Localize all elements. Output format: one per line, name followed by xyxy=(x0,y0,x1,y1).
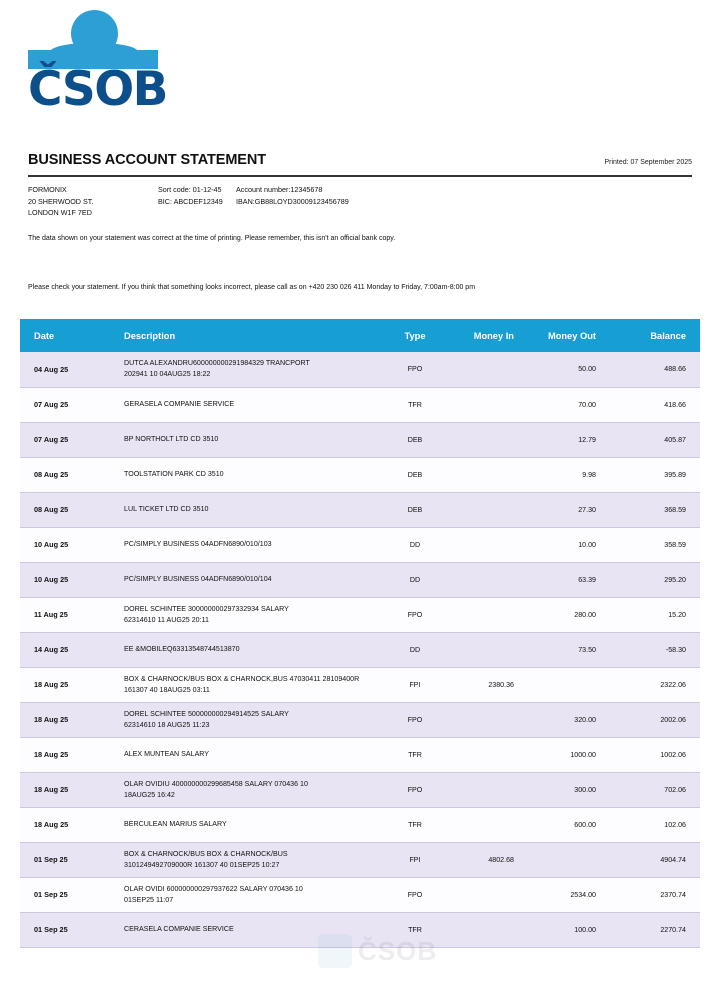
cell-money-out: 12.79 xyxy=(520,422,604,457)
cell-money-in xyxy=(446,702,520,737)
cell-description xyxy=(112,667,384,702)
cell-date: 18 Aug 25 xyxy=(20,737,112,772)
cell-type: DEB xyxy=(384,457,446,492)
cell-date: 04 Aug 25 xyxy=(20,352,112,387)
cell-type: DEB xyxy=(384,492,446,527)
cell-money-in xyxy=(446,562,520,597)
cell-money-in xyxy=(446,772,520,807)
cell-type: TFR xyxy=(384,387,446,422)
cell-money-out: 73.50 xyxy=(520,632,604,667)
cell-date: 10 Aug 25 xyxy=(20,527,112,562)
cell-description xyxy=(112,492,384,527)
transactions-table xyxy=(20,319,700,948)
cell-money-out: 100.00 xyxy=(520,912,604,947)
table-row[interactable] xyxy=(20,807,700,842)
cell-money-in xyxy=(446,352,520,387)
cell-money-out: 63.39 xyxy=(520,562,604,597)
cell-date: 07 Aug 25 xyxy=(20,422,112,457)
table-row[interactable] xyxy=(20,422,700,457)
cell-type: TFR xyxy=(384,737,446,772)
cell-money-out: 2534.00 xyxy=(520,877,604,912)
bic-field xyxy=(158,196,236,208)
cell-balance: 2270.74 xyxy=(604,912,700,947)
cell-description xyxy=(112,772,384,807)
table-row[interactable] xyxy=(20,912,700,947)
cell-money-out xyxy=(520,667,604,702)
sort-code-value: 01-12-45 xyxy=(192,185,222,194)
cell-balance: 4904.74 xyxy=(604,842,700,877)
cell-type: FPO xyxy=(384,702,446,737)
cell-date: 18 Aug 25 xyxy=(20,807,112,842)
description-line-2: 18AUG25 16:42 xyxy=(124,790,175,799)
cell-money-out: 600.00 xyxy=(520,807,604,842)
cell-date: 01 Sep 25 xyxy=(20,842,112,877)
table-row[interactable] xyxy=(20,737,700,772)
description-line-2: 62314610 11 AUG25 20:11 xyxy=(124,615,209,624)
column-header-balance[interactable]: Balance xyxy=(604,319,700,352)
bank-details xyxy=(158,184,349,219)
cell-balance: 368.59 xyxy=(604,492,700,527)
description-line-2: 3101249492709000R 161307 40 01SEP25 10:27 xyxy=(124,860,280,869)
column-header-date[interactable]: Date xyxy=(20,319,112,352)
table-row[interactable] xyxy=(20,667,700,702)
cell-type: FPO xyxy=(384,597,446,632)
cell-balance: 418.66 xyxy=(604,387,700,422)
description-line-1: OLAR OVIDI 600000000297937622 SALARY 070436 10 xyxy=(124,884,303,893)
cell-balance: 2002.06 xyxy=(604,702,700,737)
cell-date: 01 Sep 25 xyxy=(20,877,112,912)
description-line-1: CERASELA COMPANIE SERVICE xyxy=(124,925,234,933)
column-header-money-in[interactable]: Money In xyxy=(446,319,520,352)
cell-date: 08 Aug 25 xyxy=(20,457,112,492)
description-line-1: BOX & CHARNOCK/BUS BOX & CHARNOCK/BUS xyxy=(124,849,288,858)
description-line-1: DOREL SCHINTEE 300000000297332934 SALARY xyxy=(124,604,289,613)
cell-money-in xyxy=(446,912,520,947)
description-line-2: 62314610 18 AUG25 11:23 xyxy=(124,720,210,729)
table-row[interactable] xyxy=(20,877,700,912)
cell-type: FPO xyxy=(384,772,446,807)
cell-money-in xyxy=(446,492,520,527)
iban-value: GB88LOYD30009123456789 xyxy=(254,196,349,206)
cell-description xyxy=(112,702,384,737)
cell-description xyxy=(112,562,384,597)
cell-type: FPI xyxy=(384,842,446,877)
cell-money-in: 2380.36 xyxy=(446,667,520,702)
customer-address-line1: 20 SHERWOOD ST. xyxy=(28,196,94,206)
cell-date: 14 Aug 25 xyxy=(20,632,112,667)
cell-description xyxy=(112,457,384,492)
cell-balance: 488.66 xyxy=(604,352,700,387)
cell-balance: 1002.06 xyxy=(604,737,700,772)
sort-code-label: Sort code: xyxy=(158,185,191,194)
cell-money-out: 70.00 xyxy=(520,387,604,422)
cell-date: 08 Aug 25 xyxy=(20,492,112,527)
cell-description xyxy=(112,422,384,457)
cell-money-in xyxy=(446,527,520,562)
table-row[interactable] xyxy=(20,352,700,387)
description-line-1: GERASELA COMPANIE SERVICE xyxy=(124,400,235,408)
description-line-1: EE &MOBILEQ63313548744513870 xyxy=(124,645,240,653)
customer-address-line2: LONDON W1F 7ED xyxy=(28,208,92,218)
column-header-type[interactable]: Type xyxy=(384,319,446,352)
cell-money-in xyxy=(446,877,520,912)
cell-date: 10 Aug 25 xyxy=(20,562,112,597)
bic-value: ABCDEF12349 xyxy=(173,196,223,206)
cell-description xyxy=(112,387,384,422)
cell-type: TFR xyxy=(384,807,446,842)
cell-date: 11 Aug 25 xyxy=(20,597,112,632)
cell-description xyxy=(112,807,384,842)
bank-details-line1 xyxy=(158,184,349,196)
description-line-1: DUTCA ALEXANDRU600000000291984329 TRANCPORT xyxy=(124,359,310,368)
cell-description xyxy=(112,877,384,912)
description-line-2: 01SEP25 11:07 xyxy=(124,895,174,904)
cell-money-in xyxy=(446,737,520,772)
cell-date: 18 Aug 25 xyxy=(20,667,112,702)
cell-description xyxy=(112,527,384,562)
customer-name: FORMONIX xyxy=(28,185,67,194)
cell-money-out: 27.30 xyxy=(520,492,604,527)
account-number-label: Account number: xyxy=(236,185,291,194)
cell-money-in xyxy=(446,597,520,632)
cell-money-in xyxy=(446,632,520,667)
cell-description xyxy=(112,597,384,632)
cell-money-out: 280.00 xyxy=(520,597,604,632)
table-row[interactable] xyxy=(20,457,700,492)
iban-label: IBAN: xyxy=(236,196,255,206)
cell-description xyxy=(112,737,384,772)
cell-money-in xyxy=(446,807,520,842)
cell-description xyxy=(112,352,384,387)
cell-date: 18 Aug 25 xyxy=(20,702,112,737)
description-line-1: OLAR OVIDIU 400000000299685458 SALARY 070436 10 xyxy=(124,779,308,788)
title-row xyxy=(28,152,692,168)
cell-money-in: 4802.68 xyxy=(446,842,520,877)
description-line-1: TOOLSTATION PARK CD 3510 xyxy=(124,470,224,478)
cell-money-out: 300.00 xyxy=(520,772,604,807)
cell-type: FPI xyxy=(384,667,446,702)
cell-description xyxy=(112,842,384,877)
cell-date: 18 Aug 25 xyxy=(20,772,112,807)
table-row[interactable] xyxy=(20,527,700,562)
cell-balance: 405.87 xyxy=(604,422,700,457)
description-line-1: BERCULEAN MARIUS SALARY xyxy=(124,820,227,828)
cell-type: TFR xyxy=(384,912,446,947)
cell-type: FPO xyxy=(384,352,446,387)
cell-balance: 358.59 xyxy=(604,527,700,562)
table-row[interactable] xyxy=(20,562,700,597)
cell-type: DD xyxy=(384,632,446,667)
cell-description xyxy=(112,912,384,947)
cell-balance: 702.06 xyxy=(604,772,700,807)
cell-money-out: 1000.00 xyxy=(520,737,604,772)
cell-money-out: 50.00 xyxy=(520,352,604,387)
cell-money-in xyxy=(446,387,520,422)
account-info xyxy=(28,184,692,219)
cell-description xyxy=(112,632,384,667)
sort-code-field xyxy=(158,184,236,196)
cell-money-in xyxy=(446,457,520,492)
logo-wordmark: ČSOB xyxy=(28,62,167,117)
cell-balance: -58.30 xyxy=(604,632,700,667)
description-line-1: DOREL SCHINTEE 500000000294914525 SALARY xyxy=(124,709,289,718)
description-line-1: PC/SIMPLY BUSINESS 04ADFN6890/010/104 xyxy=(124,575,272,583)
page-title: BUSINESS ACCOUNT STATEMENT xyxy=(28,152,266,168)
cell-money-out: 9.98 xyxy=(520,457,604,492)
table-header-row xyxy=(20,319,700,352)
contact-notice: Please check your statement. If you think that something looks incorrect, please call as on +420 230 026 411 Monday to Friday, 7:00am-8:00 pm xyxy=(28,284,476,291)
description-line-2: 161307 40 18AUG25 03:11 xyxy=(124,685,210,694)
title-divider xyxy=(28,175,692,177)
cell-date: 01 Sep 25 xyxy=(20,912,112,947)
iban-field xyxy=(236,196,349,208)
table-row[interactable] xyxy=(20,702,700,737)
cell-type: FPO xyxy=(384,877,446,912)
csob-logo-mark xyxy=(28,8,178,70)
watermark-text: ČSOB xyxy=(358,935,438,966)
cell-balance: 2370.74 xyxy=(604,877,700,912)
column-header-money-out[interactable]: Money Out xyxy=(520,319,604,352)
cell-type: DD xyxy=(384,527,446,562)
table-row[interactable] xyxy=(20,492,700,527)
cell-balance: 395.89 xyxy=(604,457,700,492)
account-number-value: 12345678 xyxy=(290,185,323,194)
cell-balance: 2322.06 xyxy=(604,667,700,702)
table-row[interactable] xyxy=(20,632,700,667)
table-row[interactable] xyxy=(20,387,700,422)
table-row[interactable] xyxy=(20,842,700,877)
accuracy-notice: The data shown on your statement was correct at the time of printing. Please remember, this isn't an official bank copy. xyxy=(28,235,396,242)
account-number-field xyxy=(236,184,322,196)
description-line-1: BP NORTHOLT LTD CD 3510 xyxy=(124,435,219,443)
table-row[interactable] xyxy=(20,772,700,807)
description-line-1: ALEX MUNTEAN SALARY xyxy=(124,750,210,758)
cell-money-out xyxy=(520,842,604,877)
printed-date: Printed: 07 September 2025 xyxy=(604,159,692,166)
description-line-2: 202941 10 04AUG25 18:22 xyxy=(124,370,211,379)
cell-type: DD xyxy=(384,562,446,597)
description-line-1: BOX & CHARNOCK/BUS BOX & CHARNOCK,BUS 47030411 28109400R xyxy=(124,674,360,683)
description-line-1: LUL TICKET LTD CD 3510 xyxy=(124,505,209,513)
cell-money-in xyxy=(446,422,520,457)
customer-address xyxy=(28,184,158,219)
bank-details-line2 xyxy=(158,196,349,208)
cell-balance: 295.20 xyxy=(604,562,700,597)
bic-label: BIC: xyxy=(158,196,172,206)
cell-money-out: 10.00 xyxy=(520,527,604,562)
cell-money-out: 320.00 xyxy=(520,702,604,737)
cell-date: 07 Aug 25 xyxy=(20,387,112,422)
bank-logo xyxy=(28,8,188,126)
cell-balance: 102.06 xyxy=(604,807,700,842)
table-row[interactable] xyxy=(20,597,700,632)
description-line-1: PC/SIMPLY BUSINESS 04ADFN6890/010/103 xyxy=(124,540,272,548)
transactions-body xyxy=(20,352,700,947)
cell-type: DEB xyxy=(384,422,446,457)
cell-balance: 15.20 xyxy=(604,597,700,632)
column-header-description[interactable]: Description xyxy=(112,319,384,352)
